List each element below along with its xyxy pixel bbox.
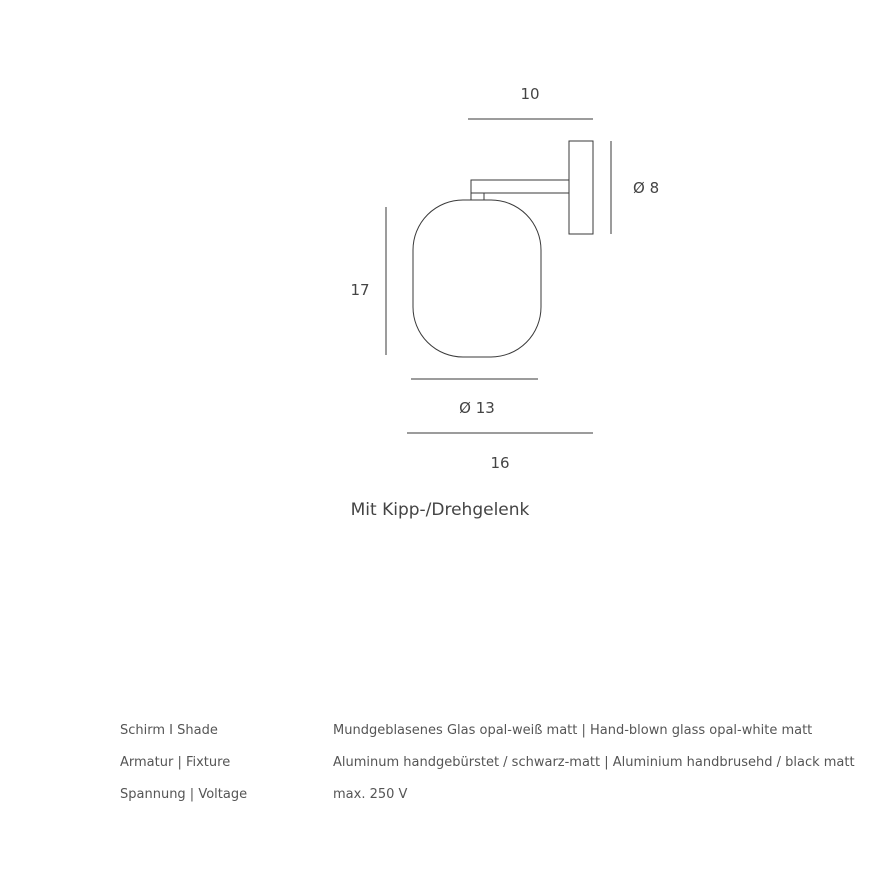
dim-label-height: 17	[350, 281, 370, 299]
drawing-caption: Mit Kipp-/Drehgelenk	[350, 500, 530, 520]
specifications-table	[120, 714, 860, 810]
spec-value: Aluminum handgebürstet / schwarz-matt | Aluminium handbrusehd / black matt	[333, 754, 855, 770]
swivel-joint	[471, 193, 484, 200]
spec-label: Armatur | Fixture	[120, 754, 231, 770]
dim-label-top-width: 10	[520, 85, 540, 103]
dim-label-canopy-diameter: Ø 8	[633, 179, 660, 197]
glass-shade	[413, 200, 541, 357]
spec-row-fixture	[120, 746, 860, 778]
spec-value: Mundgeblasenes Glas opal-weiß matt | Hand-blown glass opal-white matt	[333, 722, 813, 738]
lamp-arm	[471, 180, 569, 193]
dim-label-shade-diameter: Ø 13	[459, 399, 495, 417]
dim-label-total-depth: 16	[490, 454, 510, 472]
spec-row-shade	[120, 714, 860, 746]
spec-label: Schirm I Shade	[120, 722, 218, 738]
spec-label: Spannung | Voltage	[120, 786, 248, 802]
wall-canopy	[569, 141, 593, 234]
spec-value: max. 250 V	[333, 786, 408, 802]
spec-row-voltage	[120, 778, 860, 810]
